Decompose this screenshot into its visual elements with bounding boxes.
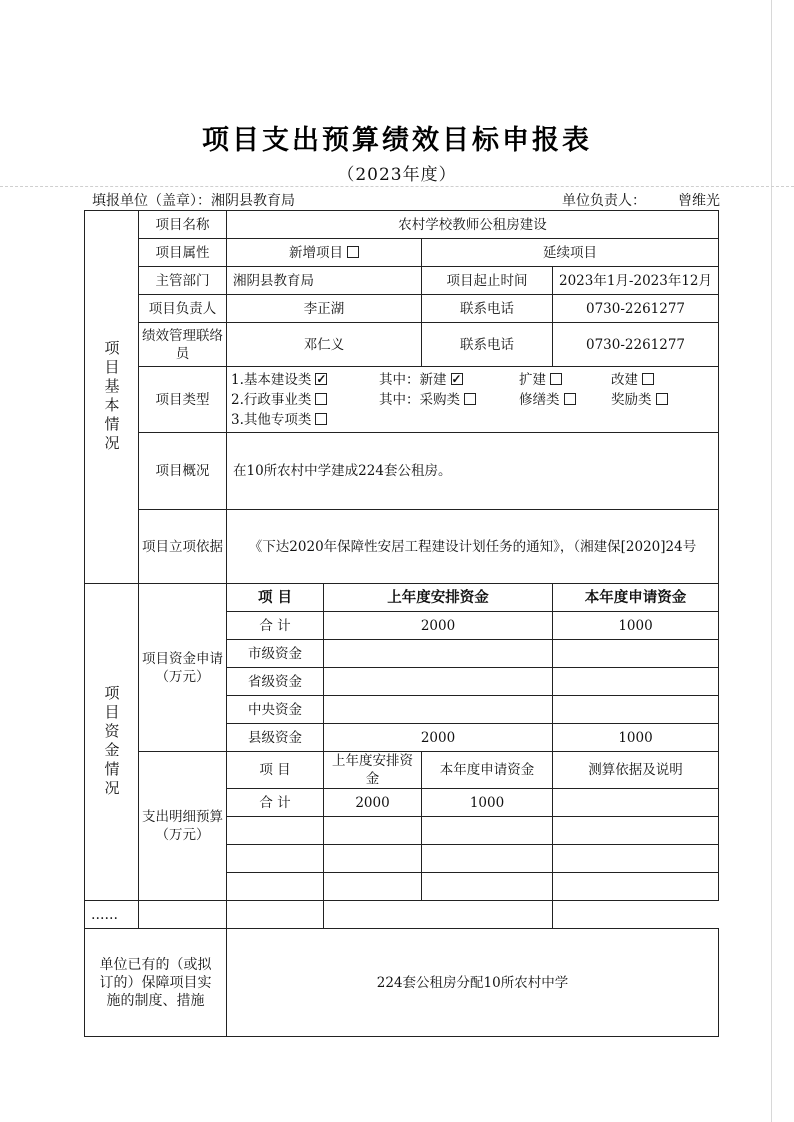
scan-dash-line [0,186,794,187]
attr-new-text: 新增项目 [289,244,343,261]
detail-row-item [227,873,324,901]
type-renovation-checkbox[interactable] [642,373,654,385]
detail-header-note: 测算依据及说明 [553,752,719,789]
filler-unit-value: 湘阴县教育局 [211,193,295,209]
detail-more: …… [85,901,139,929]
detail-more-row [85,901,719,929]
section-funds [85,584,139,901]
leader-label: 项目负责人 [139,295,227,323]
unit-responsible [562,190,720,210]
filler-unit [92,190,295,210]
apply-row-item: 市级资金 [227,640,324,668]
row-measures [85,929,719,1037]
detail-row-note [553,873,719,901]
type-expansion: 扩建 [519,371,546,388]
detail-row-note [553,845,719,873]
apply-row-curr: 1000 [553,724,719,752]
detail-row-curr [422,845,553,873]
overview-value: 在10所农村中学建成224套公租房。 [227,433,719,510]
detail-more-note [324,901,553,929]
type-other-checkbox[interactable] [315,413,327,425]
page-title: 项目支出预算绩效目标申报表 [202,125,592,156]
detail-row-prev [324,873,422,901]
detail-more-curr [227,901,324,929]
type-other: 3.其他专项类 [231,411,312,428]
detail-row-prev [324,845,422,873]
detail-row-curr [422,873,553,901]
row-project-name [85,211,719,239]
apply-row-prev: 2000 [324,612,553,640]
attr-new-cell [227,239,422,267]
dept-value: 湘阴县教育局 [227,267,422,295]
detail-row-item: 合 计 [227,789,324,817]
type-admin-checkbox[interactable] [315,393,327,405]
row-overview [85,433,719,510]
apply-row-curr: 1000 [553,612,719,640]
detail-more-prev [139,901,227,929]
apply-header-prev: 上年度安排资金 [324,584,553,612]
type-basic-construction-checkbox[interactable] [315,373,327,385]
dept-label: 主管部门 [139,267,227,295]
apply-header-curr: 本年度申请资金 [553,584,719,612]
detail-row-curr [422,817,553,845]
contact-phone: 0730-2261277 [553,323,719,367]
basis-label: 项目立项依据 [139,510,227,584]
name-value: 农村学校教师公租房建设 [227,211,719,239]
type-purchase-checkbox[interactable] [464,393,476,405]
contact-label: 绩效管理联络员 [139,323,227,367]
attr-continue: 延续项目 [422,239,719,267]
detail-row-note [553,817,719,845]
leader-phone-label: 联系电话 [422,295,553,323]
row-dept [85,267,719,295]
detail-label: 支出明细预算（万元） [139,752,227,901]
contact-value: 邓仁义 [227,323,422,367]
unit-responsible-label: 单位负责人： [562,193,646,209]
apply-row-prev [324,640,553,668]
row-project-attr [85,239,719,267]
apply-header-row [85,584,719,612]
apply-row-curr [553,696,719,724]
filler-unit-label: 填报单位（盖章）： [92,193,211,209]
period-value: 2023年1月-2023年12月 [553,267,719,295]
type-reward: 奖励类 [611,391,652,408]
section-basic [85,211,139,584]
leader-value: 李正湖 [227,295,422,323]
detail-row-prev: 2000 [324,789,422,817]
apply-row-item: 合 计 [227,612,324,640]
type-renovation: 改建 [611,371,638,388]
detail-row-item [227,845,324,873]
section-basic-label: 项目基本情况 [102,340,121,454]
apply-row-curr [553,668,719,696]
detail-row-curr: 1000 [422,789,553,817]
detail-row-note [553,789,719,817]
detail-header-row [85,752,719,789]
period-label: 项目起止时间 [422,267,553,295]
detail-row-item [227,817,324,845]
attr-label: 项目属性 [139,239,227,267]
apply-row-item: 中央资金 [227,696,324,724]
apply-row-prev [324,696,553,724]
apply-row-curr [553,640,719,668]
type-reward-checkbox[interactable] [656,393,668,405]
apply-header-item: 项 目 [227,584,324,612]
type-label: 项目类型 [139,367,227,433]
row-project-type [85,367,719,433]
apply-row-prev [324,668,553,696]
type-purchase: 其中：采购类 [379,391,460,408]
type-admin: 2.行政事业类 [231,391,312,408]
apply-row-item: 省级资金 [227,668,324,696]
type-options [227,367,719,433]
apply-row-item: 县级资金 [227,724,324,752]
budget-form-table [84,210,719,1037]
unit-responsible-value: 曾维光 [678,193,720,209]
section-funds-label: 项目资金情况 [102,685,121,799]
measures-value: 224套公租房分配10所农村中学 [227,929,719,1037]
row-contact [85,323,719,367]
type-repair: 修缮类 [519,391,560,408]
type-expansion-checkbox[interactable] [550,373,562,385]
overview-label: 项目概况 [139,433,227,510]
detail-row-prev [324,817,422,845]
detail-header-item: 项 目 [227,752,324,789]
detail-header-prev: 上年度安排资金 [324,752,422,789]
attr-new-checkbox[interactable] [347,246,359,258]
measures-label: 单位已有的（或拟订的）保障项目实施的制度、措施 [85,929,227,1037]
type-new-build-checkbox[interactable] [451,373,463,385]
contact-phone-label: 联系电话 [422,323,553,367]
apply-label: 项目资金申请（万元） [139,584,227,752]
apply-row-prev: 2000 [324,724,553,752]
leader-phone: 0730-2261277 [553,295,719,323]
type-new-build: 其中：新建 [379,371,447,388]
page-subtitle: （2023年度） [337,165,457,185]
type-basic-construction: 1.基本建设类 [231,371,312,388]
name-label: 项目名称 [139,211,227,239]
type-repair-checkbox[interactable] [564,393,576,405]
basis-value: 《下达2020年保障性安居工程建设计划任务的通知》，（湘建保[2020]24号 [227,510,719,584]
row-leader [85,295,719,323]
row-basis [85,510,719,584]
detail-header-curr: 本年度申请资金 [422,752,553,789]
